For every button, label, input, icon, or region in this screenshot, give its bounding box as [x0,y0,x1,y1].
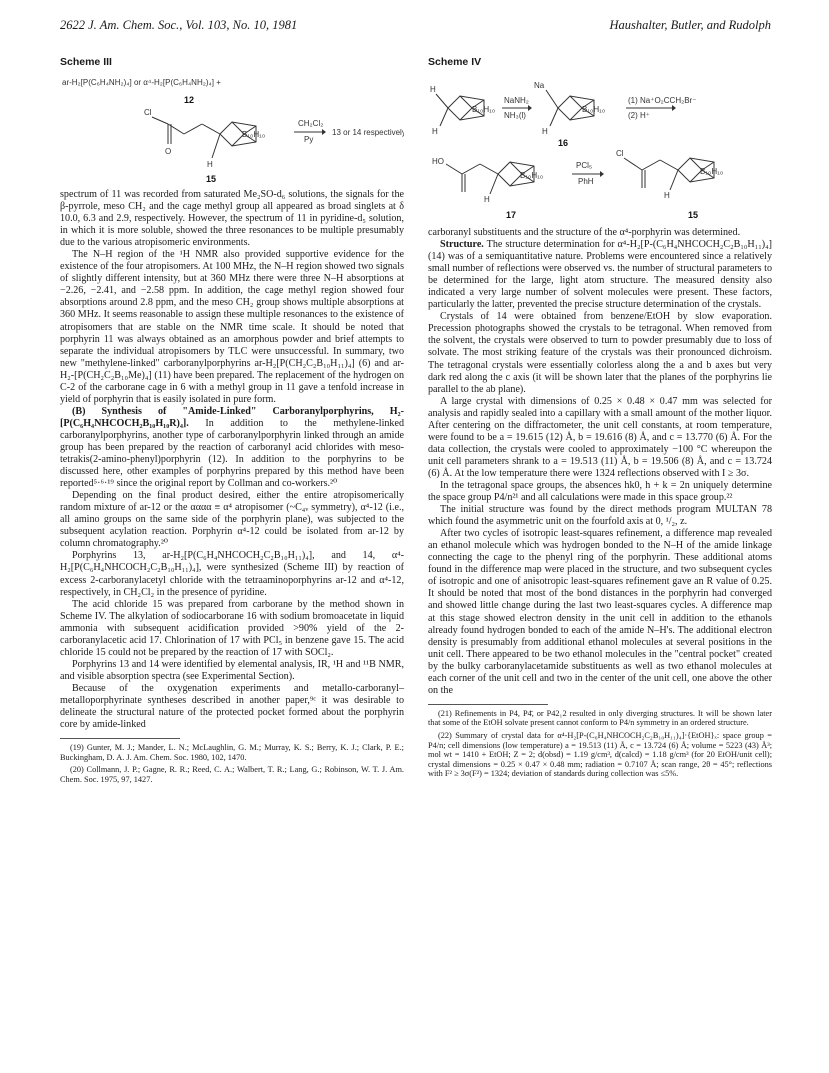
running-header-journal: 2622 J. Am. Chem. Soc., Vol. 103, No. 10, 1981 [60,18,298,32]
reagent-pcl5: PCl₅ [576,161,593,170]
carborane-cage-label: B₁₀H₁₀ [472,105,496,114]
chlorine-label: Cl [616,149,624,158]
left-body-text [60,189,404,731]
cage-hydrogen-label: H [207,160,213,169]
paragraph: Porphyrins 13 and 14 were identified by elemental analysis, IR, ¹H and ¹¹B NMR, and visible absorption spectra (see Experimental Section). [60,658,404,682]
scheme-iii-solvent: CH₂Cl₂ [298,119,324,128]
paragraph: After two cycles of isotropic least-squares refinement, a difference map revealed an ethanol molecule which was hydrogen bonded to the N–H of the amide linkage connecting the cage to the phenyl ring of the porphyrin. These additional atoms found in the difference map were placed in the structure, and two subsequent cycles of isotropic and one of anisotropic least-squares refinement gave an R value of 0.25. It should be noted that most of the bond distances in the porphyrin had converged and showed little change during the last two least-squares cycles. A difference map at this stage showed electron density in the unit cell in addition to the ethanols already found hydrogen bonded to each of the amide N–H's. The additional electron density is presumably from additional ethanol molecules at several positions in the unit cell. There appeared to be two ethanol molecules in the "central pocket" created by the bulky carboranylacetamide substituents as well as two ethanol molecules at each corner of the unit cell and two in the center of the unit cell, one above the other on the [428,528,772,696]
paragraph-body: The structure determination for α⁴-H₂[P-(C₆H₄NHCOCH₂C₂B₁₀H₁₁)₄] (14) was of a semiquantitative nature. Problems were encountered since a relatively small number of reflections were observed vs. the number of structural parameters to be determined for the large, light atom structure. The measured density also indicated a very large number of solvent molecules were present. These factors, particularly the latter, prevented the precise structure determination of the crystals. [428,239,772,311]
scheme-iii-product: 13 or 14 respectively [332,128,404,137]
paragraph [428,239,772,311]
compound-15-label: 15 [206,174,217,184]
reagent-bromoacetate: (1) Na⁺O₂CCH₂Br⁻ [628,96,697,105]
section-heading-b: (B) Synthesis of "Amide-Linked" Carboranylporphyrins, H₂-[P(C₆H₄NHCOCH₂B₁₀H₁₀R)₄]. [60,405,404,429]
hydrogen-label-17: H [484,195,490,204]
paragraph: Depending on the final product desired, either the entire atropisomerically random mixture of ar-12 or the αααα ≡ α⁴ atropisomer (~C₄ᵥ symmetry), α⁴-12 (i.e., all amino groups on the same side of the porphyrin plane), was subjected to the subsequent acylation reaction. Porphyrin α⁴-12 could be isolated from ar-12 by column chromatography.²⁰ [60,490,404,550]
arrow-head [600,171,604,177]
reagent-acid: (2) H⁺ [628,111,650,120]
carborane-cage-label-15: B₁₀H₁₀ [700,167,724,176]
paragraph: The N–H region of the ¹H NMR also provided supportive evidence for the existence of the four atropisomers. At 100 MHz, the N–H region showed two signals of slightly different intensity, but at 360 MHz there were three N–H absorptions at −2.26, −2.41, and −2.58 ppm. In addition, the cage methyl region showed four absorptions around 2.8 ppm, and the meso CH₂ group shows multiple absorptions at 360 MHz. It seems reasonable to assign these multiple resonances to the existence of atropisomers that are stable on the NMR time scale. It should be noted that porphyrin 11 was always obtained as an amorphous powder and brief attempts to separate the individual atropisomers by TLC were unsuccessful. In summary, two new "methylene-linked" carboranylporphyrins ar-H₂[P(CH₂C₂B₁₀H₁₁)₄] (6) and ar-H₂-[P(CH₂C₂B₁₀Me)₄] (11) have been prepared. The replacement of the hydrogen on C-2 of the carborane cage in 6 with a methyl group in 11 gave a tenfold increase in yield of porphyrin that is easily isolated in pure form. [60,249,404,405]
scheme-iii-base: Py [304,135,314,144]
paragraph: spectrum of 11 was recorded from saturated Me₂SO-d₆ solutions, the signals for the β-pyrrole, meso CH₂ and the cage methyl group all appeared as broad singlets at δ 10.0, 6.3 and 2.9, respectively. However, the spectrum of 11 in pyridine-d₅ solution, in which it is more soluble, showed the three resonances to be multiple presumably due to the various atropisomeric environments. [60,189,404,249]
footnote-divider [428,704,548,705]
sodium-label: Na [534,81,545,90]
hydrogen-label-16: H [542,127,548,136]
arrow-head [672,105,676,111]
paragraph: The acid chloride 15 was prepared from carborane by the method shown in Scheme IV. The alkylation of sodiocarborane 16 with sodium bromoacetate in liquid ammonia with subsequent acidification provided >90% yield of the 2-carboranylacetic acid 17. Chlorination of 17 with PCl₅ in benzene gave 15. The acid chloride 15 could not be prepared by the reaction of 17 with SOCl₂. [60,598,404,658]
left-footnotes [60,743,404,784]
running-header-authors: Haushalter, Butler, and Rudolph [609,18,771,32]
hydrogen-label-lower: H [432,127,438,136]
arrow-head [528,105,532,111]
compound-16-label: 16 [558,138,569,148]
footnote-21: (21) Refinements in P4, P4̄, or P42₁2 resulted in only diverging structures. It will be shown later that some of the EtOH solvate present cannot conform to P4/n symmetry in an ordered structure. [428,708,772,728]
footnote-22: (22) Summary of crystal data for α⁴-H₂[P-(C₆H₄NHCOCH₂C₂B₁₀H₁₁)₄]·{EtOH}ₓ: space group = P4/n; cell dimensions (low temperature) a = 19.513 (11) Å, c = 13.724 (6) Å; volume = 5223 (43) Å³; mol wt = 1410 + EtOH; Z = 2; d(obsd) = 1.19 g/cm³, d(calcd) = 1.18 g/cm³ (for 20 EtOH/unit cell); crystal dimensions = 0.25 × 0.47 × 0.48 mm; radiation = 0.7107 Å; scan range, 2θ = 45°; reflections with F² ≥ 3σ(F²) = 1324; deviation of standards during collection was ≤5%. [428,731,772,779]
hydrogen-label: H [430,85,436,94]
compound-17-label: 17 [506,210,517,220]
paragraph: The initial structure was found by the direct methods program MULTAN 78 which found the asymmetric unit on the fourfold axis at 0, ¹/₂, z. [428,504,772,528]
paragraph: carboranyl substituents and the structure of the α⁴-porphyrin was determined. [428,227,741,238]
paragraph: A large crystal with dimensions of 0.25 × 0.48 × 0.47 mm was selected for analysis and rapidly sealed into a capillary with a small amount of the mother liquor. After centering on the diffractometer, the unit cell constants, at room temperature, were found to be a = 19.615 (12) Å, b = 19.616 (8) Å, and c = 13.770 (6) Å. For the data collection, the crystals were cooled to approximately −100 °C whereupon the unit cell parameters shrank to a = 19.513 (11) Å, b = 19.506 (8) Å, and c = 13.724 (6) Å. At the low temperature there were 1324 reflections observed with I ≥ 3σ. [428,395,772,479]
compound-15-label: 15 [688,210,699,220]
carborane-cage-label-16: B₁₀H₁₀ [582,105,606,114]
carborane-cage-label-17: B₁₀H₁₀ [520,171,544,180]
carborane-cage-label: B₁₀H₁₀ [242,130,266,139]
right-footnotes [428,709,772,779]
paragraph-body: In addition to the methylene-linked carboranylporphyrins, another type of carboranylporphyrin linked through an amide group has been prepared by the reaction of carboranyl acid chlorides with meso-tetrakis(2-amino-phenyl)porphyrin (12). In addition to the porphyrins to be discussed here, other examples of porphyrins prepared by this method have been reported⁵·⁶·¹⁹ since the original report by Collman and co-workers.²⁰ [60,417,404,490]
scheme-iii-reactant-line: ar-H₂[P(C₆H₄NH₂)₄] or α⁴-H₂[P(C₆H₄NH₂)₄] + [62,78,221,87]
footnote-19: (19) Gunter, M. J.; Mander, L. N.; McLaughlin, G. M.; Murray, K. S.; Berry, K. J.; Clark, P. E.; Buckingham, D. A. J. Am. Chem. Soc. 1980, 102, 1470. [60,743,404,762]
footnote-divider [60,738,180,739]
compound-12-label: 12 [184,95,195,105]
hydrogen-label-15: H [664,191,670,200]
reagent-nanh2: NaNH₂ [504,96,529,105]
scheme-iii-diagram [60,72,404,184]
arrow-head [322,129,326,135]
paragraph: Because of the oxygenation experiments and metallo-carboranyl–metalloporphyrinate syntheses described in another paper,⁹ᶜ it was desirable to delineate the structural nature of the protected pocket formed about the porphyrin core by amide-linked [60,682,404,731]
reagent-benzene: PhH [578,177,594,186]
chlorine-atom-label: Cl [144,108,152,117]
hydroxyl-label: HO [432,157,444,166]
left-column [60,56,404,787]
section-heading-structure: Structure. [440,239,484,251]
right-body-text [428,227,772,697]
paragraph: In the tetragonal space groups, the absences hk0, h + k = 2n uniquely determine the space group P4/n²¹ and all calculations were made in this space group.²² [428,479,772,504]
paragraph: Porphyrins 13, ar-H₂[P(C₆H₄NHCOCH₂C₂B₁₀H₁₁)₄], and 14, α⁴-H₂[P(C₆H₄NHCOCH₂C₂B₁₀H₁₁)₄], were synthesized (Scheme III) by reaction of excess 2-carboranylacetyl chloride with the tetraaminoporphyrins ar-12 and α⁴-12, respectively, in CH₂Cl₂ in the presence of pyridine. [60,550,404,598]
oxygen-atom-label: O [165,147,172,156]
scheme-iv-title: Scheme IV [428,56,482,68]
scheme-iii-title: Scheme III [60,56,112,68]
paragraph: Crystals of 14 were obtained from benzene/EtOH by slow evaporation. Precession photographs showed the crystals to be tetragonal. When removed from the solvent, the crystals were observed to turn to powder presumably due to loss of solvate. The most striking feature of the crystals was their pronounced dichroism. The tetragonal crystals were essentially colorless along the a and b axes but very dark red along the c axis (it will be shown later that the planes of the porphyrins lie parallel to the ab plane). [428,311,772,395]
paragraph [60,406,404,490]
reagent-nh3: NH₃(l) [504,111,526,120]
right-column [428,56,772,782]
scheme-iv-diagram [428,72,772,222]
footnote-20: (20) Collmann, J. P.; Gagne, R. R.; Reed, C. A.; Walbert, T. R.; Lang, G.; Robinson, W. T. J. Am. Chem. Soc. 1975, 97, 1427. [60,765,404,784]
